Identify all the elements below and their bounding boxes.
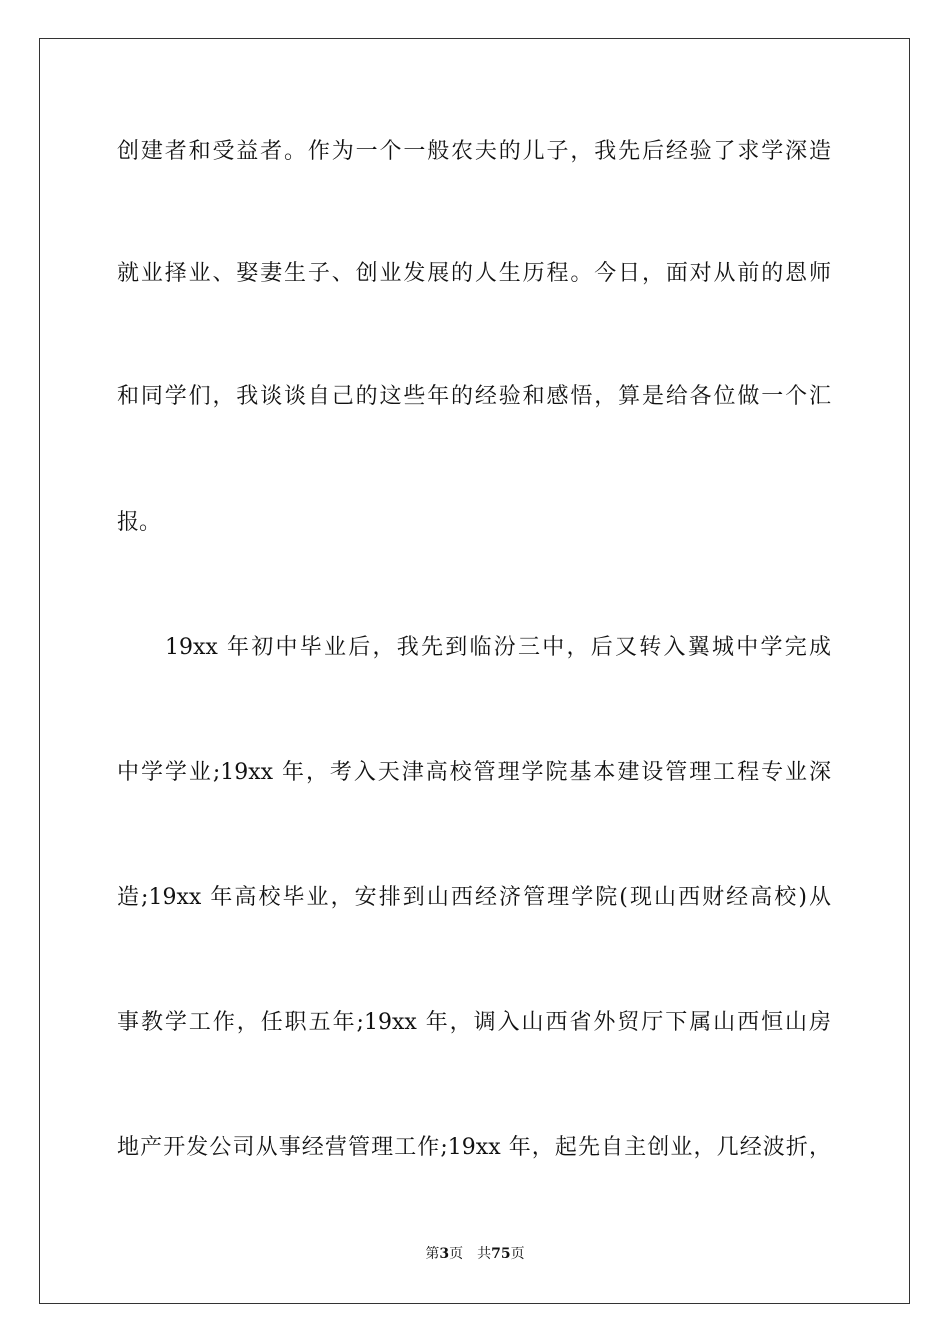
paragraph-line-4: 报。	[117, 510, 162, 535]
page-footer	[0, 1244, 950, 1264]
total-pages: 共75页	[477, 1246, 525, 1262]
paragraph-line-2: 就业择业、娶妻生子、创业发展的人生历程。今日，面对从前的恩师	[117, 261, 831, 286]
paragraph-line-9: 地产开发公司从事经营管理工作;19xx 年，起先自主创业，几经波折，	[117, 1135, 831, 1160]
page-number: 第3页	[425, 1246, 464, 1262]
paragraph-line-6: 中学学业;19xx 年，考入天津高校管理学院基本建设管理工程专业深	[117, 760, 831, 785]
page-border	[39, 38, 910, 1304]
paragraph-line-1: 创建者和受益者。作为一个一般农夫的儿子，我先后经验了求学深造	[117, 139, 831, 164]
paragraph-line-8: 事教学工作，任职五年;19xx 年，调入山西省外贸厅下属山西恒山房	[117, 1010, 831, 1035]
paragraph-line-5: 19xx 年初中毕业后，我先到临汾三中，后又转入翼城中学完成	[165, 635, 831, 660]
paragraph-line-7: 造;19xx 年高校毕业，安排到山西经济管理学院(现山西财经高校)从	[117, 885, 831, 910]
paragraph-line-3: 和同学们，我谈谈自己的这些年的经验和感悟，算是给各位做一个汇	[117, 384, 831, 409]
